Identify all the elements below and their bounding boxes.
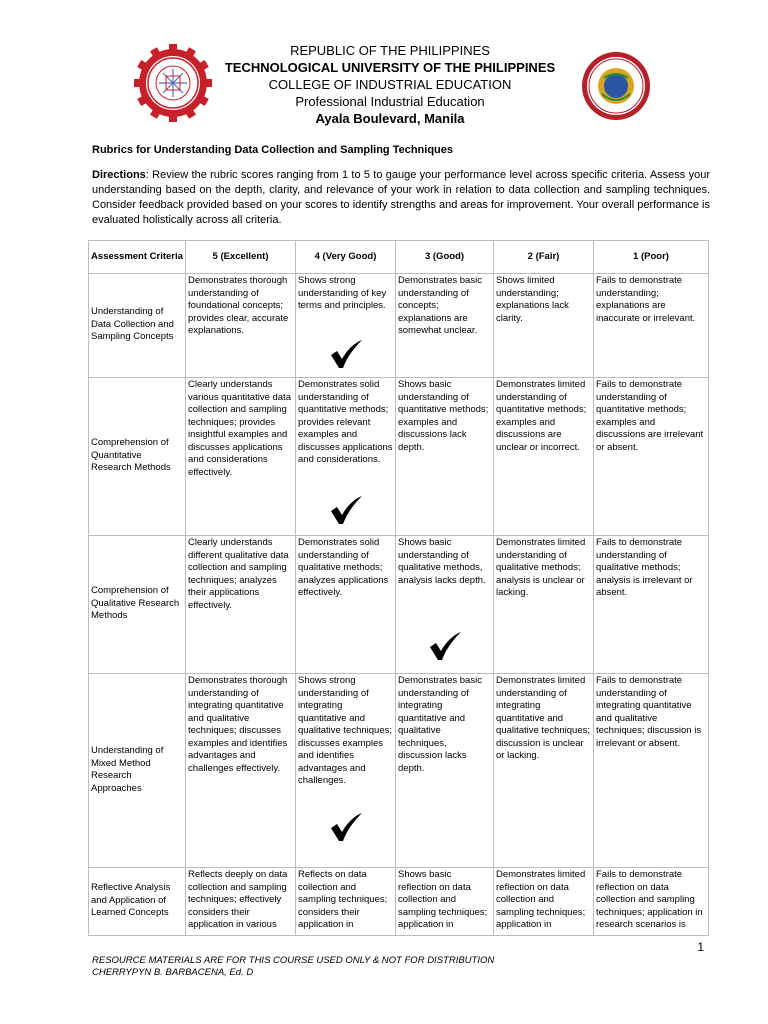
score-cell — [396, 378, 494, 536]
score-cell — [186, 868, 296, 936]
rubric-header-row — [89, 241, 709, 274]
descriptor-text: Fails to demonstrate understanding; explanations are inaccurate or irrelevant. — [596, 275, 696, 324]
score-cell — [296, 536, 396, 674]
criteria-cell: Reflective Analysis and Application of Learned Concepts — [89, 868, 186, 936]
criteria-cell: Comprehension of Quantitative Research Methods — [89, 378, 186, 536]
header-score-3: 3 (Good) — [396, 241, 494, 274]
score-cell — [594, 868, 709, 936]
descriptor-text: Fails to demonstrate understanding of quantitative methods; examples and discussions are irrelevant or absent. — [596, 379, 704, 453]
header-criteria: Assessment Criteria — [89, 241, 186, 274]
criteria-cell: Understanding of Mixed Method Research Approaches — [89, 674, 186, 868]
descriptor-text: Demonstrates basic understanding of concepts; explanations are somewhat unclear. — [398, 275, 482, 336]
score-cell — [396, 536, 494, 674]
header-score-1: 1 (Poor) — [594, 241, 709, 274]
college-seal-logo — [580, 50, 652, 122]
descriptor-text: Fails to demonstrate understanding of integrating quantitative and qualitative techniques; discussion is irrelevant or absent. — [596, 675, 702, 749]
score-cell — [296, 674, 396, 868]
header-score-2: 2 (Fair) — [494, 241, 594, 274]
checkmark-icon — [329, 495, 363, 525]
rubric-row — [89, 868, 709, 936]
descriptor-text: Demonstrates solid understanding of qualitative methods; analyzes applications effectively. — [298, 537, 389, 598]
score-cell — [186, 674, 296, 868]
footer-author: CHERRYPYN B. BARBACENA, Ed. D — [92, 967, 254, 978]
header-score-4: 4 (Very Good) — [296, 241, 396, 274]
descriptor-text: Demonstrates limited reflection on data collection and sampling techniques; application in — [496, 869, 586, 930]
rubric-table — [88, 240, 709, 936]
score-cell — [186, 274, 296, 378]
rubric-row — [89, 378, 709, 536]
rubric-row — [89, 674, 709, 868]
score-cell — [494, 378, 594, 536]
directions-label: Directions — [92, 169, 146, 181]
header-college: COLLEGE OF INDUSTRIAL EDUCATION — [268, 77, 512, 92]
header-republic: REPUBLIC OF THE PHILIPPINES — [290, 43, 490, 58]
descriptor-text: Shows limited understanding; explanations lack clarity. — [496, 275, 569, 324]
header-score-5: 5 (Excellent) — [186, 241, 296, 274]
descriptor-text: Fails to demonstrate understanding of qualitative methods; analysis is irrelevant or absent. — [596, 537, 693, 598]
footer-notice: RESOURCE MATERIALS ARE FOR THIS COURSE USED ONLY & NOT FOR DISTRIBUTION — [92, 955, 495, 966]
score-cell — [494, 674, 594, 868]
criteria-cell: Comprehension of Qualitative Research Methods — [89, 536, 186, 674]
criteria-cell: Understanding of Data Collection and Sampling Concepts — [89, 274, 186, 378]
descriptor-text: Reflects deeply on data collection and sampling techniques; effectively considers their application in various — [188, 869, 288, 930]
score-cell — [296, 868, 396, 936]
descriptor-text: Reflects on data collection and sampling techniques; considers their application in — [298, 869, 388, 930]
descriptor-text: Shows basic understanding of qualitative methods, analysis lacks depth. — [398, 537, 486, 586]
descriptor-text: Shows basic understanding of quantitative methods; examples and discussions lack depth. — [398, 379, 489, 453]
footer — [92, 955, 494, 979]
descriptor-text: Demonstrates thorough understanding of integrating quantitative and qualitative techniques; discusses examples and identifies advantages and challenges effectively. — [188, 675, 288, 774]
score-cell — [594, 274, 709, 378]
score-cell — [396, 674, 494, 868]
header-address: Ayala Boulevard, Manila — [315, 111, 465, 126]
document-title: Rubrics for Understanding Data Collection and Sampling Techniques — [92, 144, 454, 156]
header-department: Professional Industrial Education — [295, 94, 485, 109]
page-number: 1 — [697, 940, 704, 954]
score-cell — [494, 274, 594, 378]
score-cell — [186, 536, 296, 674]
institution-header — [200, 42, 580, 127]
descriptor-text: Demonstrates limited understanding of integrating quantitative and qualitative techniques; discussion is unclear or lacking. — [496, 675, 591, 761]
checkmark-icon — [329, 812, 363, 842]
header-university: TECHNOLOGICAL UNIVERSITY OF THE PHILIPPINES — [224, 60, 556, 75]
descriptor-text: Demonstrates limited understanding of quantitative methods; examples and discussions are unclear or incorrect. — [496, 379, 587, 453]
score-cell — [186, 378, 296, 536]
score-cell — [396, 274, 494, 378]
score-cell — [594, 536, 709, 674]
score-cell — [594, 674, 709, 868]
score-cell — [594, 378, 709, 536]
descriptor-text: Clearly understands different qualitative data collection and sampling techniques; analyzes their applications effectively. — [188, 537, 289, 611]
score-cell — [494, 536, 594, 674]
score-cell — [296, 274, 396, 378]
checkmark-icon — [428, 631, 462, 661]
score-cell — [296, 378, 396, 536]
rubric-row — [89, 274, 709, 378]
rubric-row — [89, 536, 709, 674]
descriptor-text: Demonstrates thorough understanding of foundational concepts; provides clear, accurate explanations. — [188, 275, 289, 336]
descriptor-text: Demonstrates limited understanding of qualitative methods; analysis is unclear or lacking. — [496, 537, 586, 598]
descriptor-text: Demonstrates basic understanding of integrating quantitative and qualitative techniques, discussion lacks depth. — [398, 675, 482, 774]
score-cell — [494, 868, 594, 936]
checkmark-icon — [329, 339, 363, 369]
descriptor-text: Shows basic reflection on data collection and sampling techniques; application in — [398, 869, 488, 930]
descriptor-text: Demonstrates solid understanding of quantitative methods; provides relevant examples and discusses applications and considerations. — [298, 379, 393, 465]
descriptor-text: Clearly understands various quantitative data collection and sampling techniques; provides insightful examples and discusses applications and considerations effectively. — [188, 379, 291, 478]
rubric-body — [89, 274, 709, 936]
score-cell — [396, 868, 494, 936]
descriptor-text: Shows strong understanding of key terms and principles. — [298, 275, 387, 311]
descriptor-text: Shows strong understanding of integrating quantitative and qualitative techniques; discusses examples and identifies advantages and challenges. — [298, 675, 393, 786]
descriptor-text: Fails to demonstrate reflection on data collection and sampling techniques; application in research scenarios is — [596, 869, 703, 930]
directions-paragraph — [92, 168, 710, 228]
directions-text: : Review the rubric scores ranging from 1 to 5 to gauge your performance level across specific criteria. Assess your understanding based on the depth, clarity, and relevance of your work in relation to data collection and sampling techniques. Consider feedback provided based on your scores to identify strengths and areas for improvement. Your overall performance is evaluated holistically across all criteria. — [92, 169, 710, 226]
